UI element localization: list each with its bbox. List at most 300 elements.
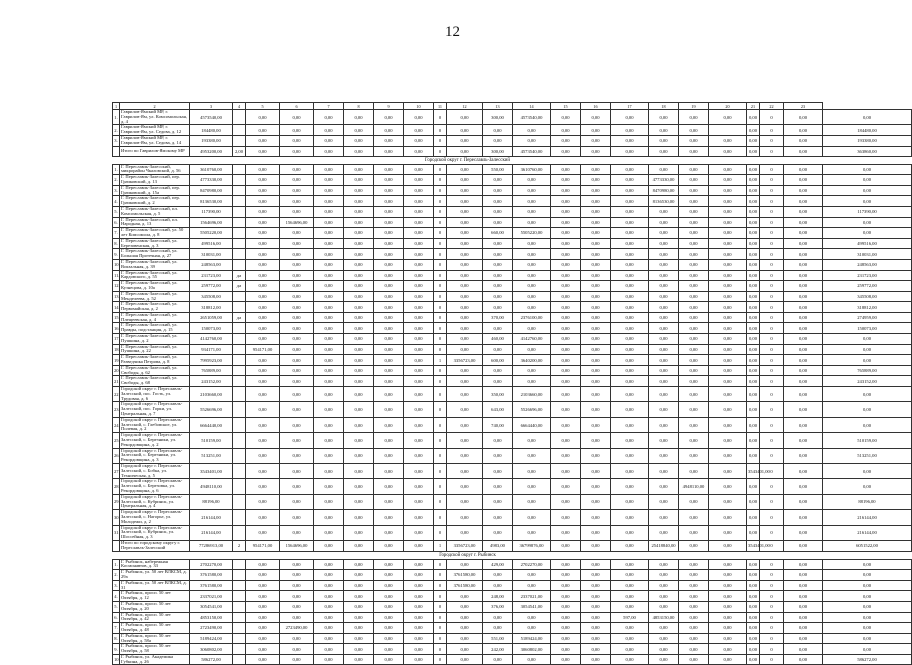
value-cell: 0,00: [483, 376, 513, 387]
value-cell: 0,00: [649, 164, 679, 175]
value-cell: 0,00: [784, 654, 823, 665]
value-cell: 0,00: [581, 448, 611, 463]
address-cell: Г. Переславль-Залесский, пл. Народная, д. 13: [120, 217, 190, 228]
value-cell: 0,00: [344, 387, 374, 402]
value-cell: 0,00: [611, 206, 649, 217]
value-cell: 0,00: [611, 510, 649, 525]
value-cell: 3060802,00: [513, 644, 551, 655]
value-cell: [233, 387, 246, 402]
value-cell: 0,00: [344, 249, 374, 260]
value-cell: 0,00: [747, 146, 760, 156]
value-cell: 3543401,00: [747, 464, 760, 479]
value-cell: 0,00: [314, 146, 344, 156]
value-cell: 0,00: [314, 433, 344, 448]
table-row: [113, 185, 912, 196]
value-cell: 0,00: [513, 525, 551, 540]
value-cell: 0,00: [246, 365, 280, 376]
value-cell: 0,00: [404, 365, 434, 376]
row-number-cell: 13.: [113, 291, 120, 302]
value-cell: 0,00: [649, 249, 679, 260]
address-cell: Г. Рыбинск, просп. 50 лет Октября, д. 58а: [120, 633, 190, 644]
value-cell: 0,00: [747, 196, 760, 207]
table-row: [113, 355, 912, 366]
value-cell: 0,00: [709, 228, 747, 239]
value-cell: 0,00: [784, 376, 823, 387]
header-number-cell: 3: [190, 103, 233, 110]
value-cell: [233, 623, 246, 634]
value-cell: 0,00: [823, 164, 912, 175]
value-cell: 0,00: [447, 228, 483, 239]
value-cell: 0,00: [709, 175, 747, 186]
value-cell: [233, 654, 246, 665]
value-cell: 0,00: [404, 164, 434, 175]
header-number-cell: 7: [314, 103, 344, 110]
table-row: [113, 417, 912, 432]
value-cell: 0,00: [314, 580, 344, 591]
value-cell: 2337021,00: [513, 591, 551, 602]
value-cell: 0: [434, 302, 447, 313]
value-cell: 0,00: [784, 334, 823, 345]
value-cell: 216144,00: [190, 525, 233, 540]
value-cell: 0,00: [611, 217, 649, 228]
value-cell: 0,00: [344, 206, 374, 217]
address-cell: Г. Переславль-Залесский, ул. Пушкина, д. 22: [120, 344, 190, 355]
address-cell: Г. Переславль-Залесский, пер. Грачковский, д. 2: [120, 196, 190, 207]
value-cell: 0,00: [581, 591, 611, 602]
table-row: [113, 281, 912, 292]
address-cell: Гаврилов-Ямский МР, г. Гаврилов-Ям, ул. Седова, д. 12: [120, 125, 190, 136]
value-cell: 259772,00: [190, 281, 233, 292]
value-cell: 0,00: [649, 525, 679, 540]
value-cell: 0,00: [483, 654, 513, 665]
value-cell: 0: [434, 291, 447, 302]
value-cell: 0: [434, 433, 447, 448]
value-cell: 0,00: [280, 344, 314, 355]
value-cell: 0,00: [280, 196, 314, 207]
value-cell: 0,00: [314, 110, 344, 125]
value-cell: 0,00: [447, 281, 483, 292]
value-cell: 0,00: [649, 323, 679, 334]
value-cell: 0,00: [551, 135, 581, 146]
value-cell: 0,00: [649, 312, 679, 323]
table-row: [113, 376, 912, 387]
address-cell: Г. Переславль-Залесский, ул. Правды, подстанция, д. 15: [120, 323, 190, 334]
value-cell: 0,00: [447, 479, 483, 494]
value-cell: 0,00: [611, 228, 649, 239]
value-cell: 0,00: [404, 633, 434, 644]
value-cell: 0,00: [747, 644, 760, 655]
value-cell: 5526696,00: [513, 402, 551, 417]
value-cell: 0,00: [747, 570, 760, 581]
value-cell: 0,00: [314, 525, 344, 540]
value-cell: 0,00: [747, 494, 760, 509]
value-cell: 0,00: [404, 580, 434, 591]
value-cell: 0,00: [747, 376, 760, 387]
value-cell: 0,00: [314, 259, 344, 270]
value-cell: 0,00: [483, 291, 513, 302]
value-cell: 0,00: [581, 654, 611, 665]
value-cell: [233, 206, 246, 217]
value-cell: 0,00: [280, 270, 314, 281]
value-cell: 0,00: [784, 291, 823, 302]
value-cell: 0,00: [581, 344, 611, 355]
value-cell: 0,00: [551, 281, 581, 292]
value-cell: 2723490,00: [280, 623, 314, 634]
value-cell: 0,00: [513, 580, 551, 591]
value-cell: 0,00: [551, 185, 581, 196]
value-cell: 0,00: [404, 196, 434, 207]
value-cell: 0,00: [611, 185, 649, 196]
value-cell: 0,00: [784, 302, 823, 313]
value-cell: 0,00: [314, 125, 344, 136]
value-cell: 600,00: [483, 355, 513, 366]
header-number-cell: 17: [611, 103, 649, 110]
value-cell: 0,00: [784, 259, 823, 270]
value-cell: 0,00: [747, 135, 760, 146]
value-cell: 0,00: [709, 633, 747, 644]
value-cell: 0,00: [747, 612, 760, 623]
value-cell: 0,00: [404, 238, 434, 249]
value-cell: 0,00: [784, 433, 823, 448]
row-number-cell: 8.: [113, 633, 120, 644]
value-cell: 3761580,00: [190, 580, 233, 591]
value-cell: 0,00: [447, 601, 483, 612]
value-cell: 513251,00: [823, 448, 912, 463]
value-cell: 0,00: [374, 612, 404, 623]
value-cell: 0,00: [551, 312, 581, 323]
value-cell: 0: [760, 479, 784, 494]
header-number-cell: 6: [280, 103, 314, 110]
value-cell: 0,00: [747, 525, 760, 540]
value-cell: 0: [760, 494, 784, 509]
value-cell: 0,00: [649, 417, 679, 432]
value-cell: 0,00: [344, 164, 374, 175]
value-cell: 0,00: [280, 238, 314, 249]
value-cell: 0,00: [551, 644, 581, 655]
value-cell: 0,00: [246, 525, 280, 540]
value-cell: 0,00: [246, 654, 280, 665]
value-cell: 0,00: [649, 281, 679, 292]
value-cell: 0,00: [611, 355, 649, 366]
value-cell: 0,00: [551, 479, 581, 494]
value-cell: 0,00: [611, 291, 649, 302]
value-cell: 0,00: [709, 570, 747, 581]
value-cell: 0,00: [551, 623, 581, 634]
value-cell: 0,00: [679, 185, 709, 196]
value-cell: 0,00: [246, 206, 280, 217]
value-cell: 0: [760, 302, 784, 313]
row-number-cell: 7.: [113, 228, 120, 239]
value-cell: 0,00: [784, 217, 823, 228]
value-cell: 0,00: [280, 228, 314, 239]
value-cell: 0,00: [709, 312, 747, 323]
value-cell: 0,00: [483, 259, 513, 270]
value-cell: 0,00: [280, 125, 314, 136]
value-cell: 0,00: [404, 344, 434, 355]
value-cell: 0,00: [483, 249, 513, 260]
value-cell: 0,00: [823, 417, 912, 432]
value-cell: 0,00: [581, 125, 611, 136]
value-cell: 0,00: [679, 270, 709, 281]
table-row: [113, 323, 912, 334]
value-cell: 0,00: [404, 125, 434, 136]
value-cell: 0,00: [709, 249, 747, 260]
value-cell: 429,00: [483, 559, 513, 570]
value-cell: 0,00: [344, 196, 374, 207]
value-cell: 0,00: [679, 540, 709, 551]
value-cell: 2337021,00: [190, 591, 233, 602]
value-cell: 0: [434, 344, 447, 355]
value-cell: 0,00: [280, 323, 314, 334]
value-cell: 0,00: [679, 580, 709, 591]
address-cell: Г. Рыбинск, просп. 50 лет Октября, д. 48: [120, 623, 190, 634]
value-cell: 0,00: [374, 110, 404, 125]
value-cell: 0,00: [581, 644, 611, 655]
value-cell: 0,00: [513, 125, 551, 136]
value-cell: 0,00: [679, 196, 709, 207]
value-cell: [233, 175, 246, 186]
value-cell: 4573540,00: [190, 110, 233, 125]
value-cell: 4948110,00: [190, 479, 233, 494]
register-table: [112, 102, 912, 665]
value-cell: 0: [760, 633, 784, 644]
value-cell: 0,00: [404, 185, 434, 196]
value-cell: 0,00: [611, 654, 649, 665]
section-title-row: [113, 551, 912, 559]
row-number-cell: 9.: [113, 249, 120, 260]
value-cell: 0,00: [513, 249, 551, 260]
value-cell: 0,00: [374, 259, 404, 270]
value-cell: 0,00: [314, 654, 344, 665]
value-cell: 0,00: [551, 334, 581, 345]
value-cell: 0,00: [483, 365, 513, 376]
value-cell: 0,00: [513, 448, 551, 463]
value-cell: 0,00: [611, 238, 649, 249]
value-cell: 586272,00: [823, 654, 912, 665]
value-cell: 0,00: [709, 334, 747, 345]
value-cell: 88196,00: [190, 494, 233, 509]
value-cell: 0,00: [344, 355, 374, 366]
value-cell: 0,00: [404, 433, 434, 448]
value-cell: 0,00: [784, 175, 823, 186]
value-cell: 0,00: [374, 323, 404, 334]
value-cell: 0,00: [314, 365, 344, 376]
header-number-cell: 13: [483, 103, 513, 110]
value-cell: 550,00: [483, 164, 513, 175]
value-cell: 0,00: [551, 228, 581, 239]
value-cell: 0,00: [280, 175, 314, 186]
value-cell: 0,00: [280, 580, 314, 591]
value-cell: 0,00: [551, 217, 581, 228]
row-number-cell: 5.: [113, 601, 120, 612]
value-cell: 0,00: [649, 206, 679, 217]
value-cell: 0,00: [747, 387, 760, 402]
value-cell: 0,00: [709, 206, 747, 217]
value-cell: 0,00: [344, 510, 374, 525]
address-cell: Гаврилов-Ямский МР, г. Гаврилов-Ям, ул. Комсомольская, д. 4: [120, 110, 190, 125]
value-cell: 499516,00: [823, 238, 912, 249]
row-number-cell: 11.: [113, 270, 120, 281]
value-cell: [233, 135, 246, 146]
value-cell: 0,00: [611, 644, 649, 655]
value-cell: 0,00: [611, 448, 649, 463]
address-cell: Г. Рыбинск, просп. 50 лет Октября, д. 58: [120, 644, 190, 655]
value-cell: 0,00: [784, 623, 823, 634]
value-cell: 0,00: [581, 196, 611, 207]
value-cell: 0: [760, 417, 784, 432]
value-cell: 0,00: [404, 323, 434, 334]
value-cell: 0,00: [649, 448, 679, 463]
value-cell: 0,00: [374, 559, 404, 570]
table-row: [113, 196, 912, 207]
value-cell: 0,00: [344, 417, 374, 432]
value-cell: 0,00: [823, 334, 912, 345]
value-cell: 0,00: [551, 206, 581, 217]
row-number-cell: 17.: [113, 334, 120, 345]
value-cell: 0,00: [679, 464, 709, 479]
value-cell: 0,00: [314, 281, 344, 292]
value-cell: 0,00: [280, 135, 314, 146]
value-cell: 0,00: [581, 376, 611, 387]
row-number-cell: 2.: [113, 570, 120, 581]
value-cell: 0,00: [246, 146, 280, 156]
value-cell: 0,00: [483, 196, 513, 207]
value-cell: 0,00: [246, 110, 280, 125]
table-row: [113, 206, 912, 217]
value-cell: 0,00: [246, 612, 280, 623]
value-cell: [233, 217, 246, 228]
value-cell: 0,00: [649, 259, 679, 270]
value-cell: 0,00: [344, 559, 374, 570]
value-cell: 0,00: [581, 612, 611, 623]
value-cell: [233, 125, 246, 136]
value-cell: 0,00: [246, 464, 280, 479]
header-number-cell: 14: [513, 103, 551, 110]
value-cell: 0,00: [513, 323, 551, 334]
table-row: [113, 164, 912, 175]
value-cell: 310031,00: [190, 249, 233, 260]
row-number-cell: 8.: [113, 238, 120, 249]
value-cell: 0,00: [344, 448, 374, 463]
value-cell: 0,00: [280, 570, 314, 581]
value-cell: 0,00: [374, 464, 404, 479]
value-cell: 0,00: [709, 525, 747, 540]
value-cell: 0,00: [709, 591, 747, 602]
value-cell: 3356723,00: [447, 540, 483, 551]
value-cell: 0,00: [611, 270, 649, 281]
value-cell: 0,00: [344, 601, 374, 612]
value-cell: 0,00: [447, 494, 483, 509]
value-cell: 0,00: [823, 355, 912, 366]
value-cell: 2103660,00: [513, 387, 551, 402]
value-cell: 0,00: [374, 644, 404, 655]
value-cell: 0,00: [747, 580, 760, 591]
value-cell: 0,00: [344, 654, 374, 665]
value-cell: 0,00: [823, 175, 912, 186]
value-cell: 0,00: [374, 633, 404, 644]
value-cell: 1564696,00: [280, 540, 314, 551]
value-cell: 0: [434, 249, 447, 260]
value-cell: 0,00: [823, 601, 912, 612]
value-cell: 0,00: [747, 433, 760, 448]
value-cell: 0,00: [679, 281, 709, 292]
value-cell: 0: [760, 206, 784, 217]
value-cell: 954171,00: [246, 344, 280, 355]
value-cell: 0,00: [447, 433, 483, 448]
value-cell: [233, 291, 246, 302]
value-cell: 0,00: [784, 580, 823, 591]
value-cell: 0,00: [246, 433, 280, 448]
value-cell: 0: [760, 387, 784, 402]
value-cell: 0,00: [513, 217, 551, 228]
value-cell: 0,00: [344, 323, 374, 334]
value-cell: [233, 612, 246, 623]
value-cell: 0,00: [709, 464, 747, 479]
value-cell: 0,00: [447, 196, 483, 207]
value-cell: 0: [434, 125, 447, 136]
address-cell: Г. Переславль-Залесский, ул. Кардовского, д. 55: [120, 270, 190, 281]
value-cell: да: [233, 281, 246, 292]
value-cell: 193380,00: [823, 135, 912, 146]
address-cell: Городской округ г. Переславль-Залесский, с. Нагорье, ул. Молодежи, д. 2: [120, 510, 190, 525]
value-cell: 0,00: [314, 479, 344, 494]
value-cell: 0: [434, 312, 447, 323]
row-number-cell: [113, 540, 120, 551]
value-cell: [233, 580, 246, 591]
value-cell: 150073,00: [190, 323, 233, 334]
value-cell: 0,00: [709, 344, 747, 355]
row-number-cell: 9.: [113, 644, 120, 655]
table-row: [113, 344, 912, 355]
value-cell: 0,00: [314, 591, 344, 602]
value-cell: 0,00: [611, 402, 649, 417]
value-cell: 0,00: [581, 270, 611, 281]
value-cell: 0,00: [447, 644, 483, 655]
value-cell: 0,00: [447, 633, 483, 644]
value-cell: 0,00: [404, 559, 434, 570]
value-cell: 0,00: [747, 175, 760, 186]
value-cell: 0,00: [784, 464, 823, 479]
value-cell: 0,00: [747, 164, 760, 175]
value-cell: 0,00: [611, 540, 649, 551]
value-cell: 0,00: [344, 464, 374, 479]
value-cell: 0,00: [513, 302, 551, 313]
value-cell: 0,00: [246, 623, 280, 634]
value-cell: 0,00: [344, 259, 374, 270]
value-cell: 0,00: [784, 417, 823, 432]
address-cell: Г. Переславль-Залесский, ул. Менделеева, д. 52: [120, 291, 190, 302]
value-cell: 0,00: [581, 238, 611, 249]
value-cell: 0,00: [404, 644, 434, 655]
value-cell: 300,00: [483, 110, 513, 125]
value-cell: 3054541,00: [513, 601, 551, 612]
value-cell: 586272,00: [190, 654, 233, 665]
value-cell: 0,00: [679, 387, 709, 402]
value-cell: 0,00: [374, 175, 404, 186]
value-cell: 0: [760, 312, 784, 323]
value-cell: 0,00: [581, 146, 611, 156]
value-cell: 0,00: [447, 291, 483, 302]
value-cell: 0,00: [649, 580, 679, 591]
total-row: [113, 540, 912, 551]
address-cell: Г. Переславль-Залесский, ул. Разведчика Петрова, д. 8: [120, 355, 190, 366]
value-cell: 0,00: [280, 164, 314, 175]
row-number-cell: 28.: [113, 479, 120, 494]
value-cell: 0,00: [784, 365, 823, 376]
value-cell: 5189424,00: [513, 633, 551, 644]
value-cell: 0,00: [246, 417, 280, 432]
value-cell: 0: [760, 344, 784, 355]
